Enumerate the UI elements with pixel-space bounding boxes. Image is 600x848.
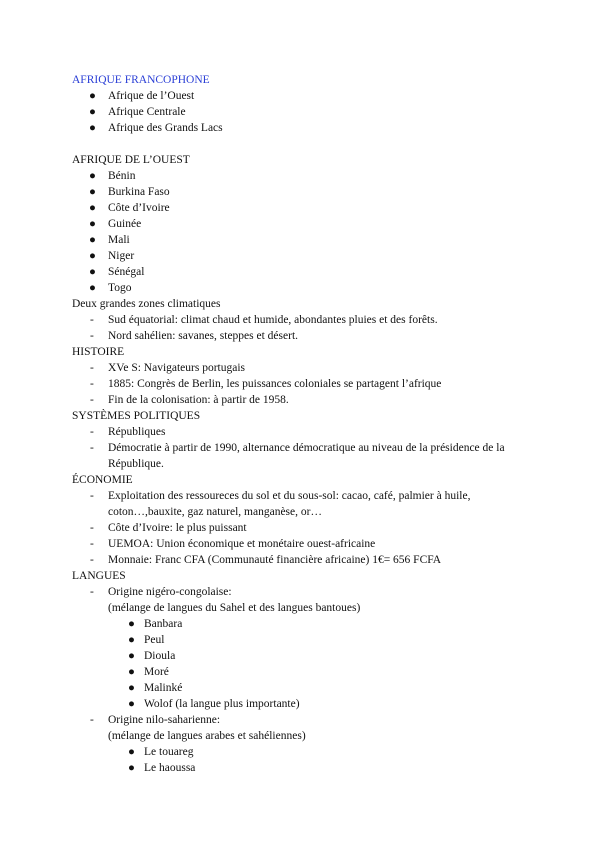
list-item: ● Côte d’Ivoire bbox=[89, 202, 170, 214]
list-item: - Démocratie à partir de 1990, alternance démocratique au niveau de la présidence de la République. bbox=[90, 442, 505, 470]
histoire-list bbox=[72, 360, 542, 408]
list-item: - Exploitation des ressoureces du sol et du sous-sol: cacao, café, palmier à huile, coton…,bauxite, gaz naturel, manganèse, or… bbox=[90, 490, 471, 518]
bullet-marker: ● bbox=[128, 746, 135, 758]
bullet-marker: ● bbox=[128, 650, 135, 662]
list-item: - Côte d’Ivoire: le plus puissant bbox=[90, 522, 247, 534]
dash-marker: - bbox=[90, 314, 94, 326]
list-item: ● Le touareg bbox=[128, 746, 194, 758]
blank-line bbox=[72, 136, 542, 152]
list-item: - Origine nigéro-congolaise: bbox=[90, 586, 232, 598]
country-list bbox=[72, 168, 542, 296]
list-item: ● Banbara bbox=[128, 618, 183, 630]
dash-marker: - bbox=[90, 442, 94, 454]
list-item: ● Burkina Faso bbox=[89, 186, 170, 198]
dash-marker: - bbox=[90, 538, 94, 550]
list-item: ● Moré bbox=[128, 666, 169, 678]
list-item: - Nord sahélien: savanes, steppes et désert. bbox=[90, 330, 299, 342]
dash-marker: - bbox=[90, 490, 94, 502]
francophone-heading: AFRIQUE FRANCOPHONE bbox=[72, 74, 210, 86]
group-note: (mélange de langues du Sahel et des langues bantoues) bbox=[108, 602, 361, 614]
bullet-marker: ● bbox=[89, 186, 96, 198]
bullet-marker: ● bbox=[89, 250, 96, 262]
politique-heading: SYSTÈMES POLITIQUES bbox=[72, 410, 201, 422]
economie-list bbox=[72, 488, 542, 568]
list-item: - UEMOA: Union économique et monétaire ouest-africaine bbox=[90, 538, 376, 550]
bullet-marker: ● bbox=[128, 762, 135, 774]
group-note: (mélange de langues arabes et sahéliennes) bbox=[108, 730, 306, 742]
ouest-heading: AFRIQUE DE L’OUEST bbox=[72, 154, 190, 166]
list-item: ● Mali bbox=[89, 234, 130, 246]
list-item: ● Le haoussa bbox=[128, 762, 196, 774]
bullet-marker: ● bbox=[128, 618, 135, 630]
bullet-marker: ● bbox=[128, 634, 135, 646]
bullet-marker: ● bbox=[128, 666, 135, 678]
climat-heading: Deux grandes zones climatiques bbox=[72, 298, 221, 310]
dash-marker: - bbox=[90, 330, 94, 342]
list-item: ● Sénégal bbox=[89, 266, 145, 278]
histoire-heading: HISTOIRE bbox=[72, 346, 125, 358]
bullet-marker: ● bbox=[89, 218, 96, 230]
bullet-marker: ● bbox=[89, 170, 96, 182]
list-item: ● Peul bbox=[128, 634, 165, 646]
bullet-marker: ● bbox=[89, 234, 96, 246]
dash-marker: - bbox=[90, 426, 94, 438]
dash-marker: - bbox=[90, 362, 94, 374]
bullet-marker: ● bbox=[89, 202, 96, 214]
list-item: ● Malinké bbox=[128, 682, 183, 694]
document-body bbox=[72, 72, 542, 776]
list-item: ● Niger bbox=[89, 250, 135, 262]
langues-list bbox=[72, 584, 542, 776]
dash-marker: - bbox=[90, 554, 94, 566]
economie-heading: ÉCONOMIE bbox=[72, 474, 133, 486]
list-item: - Monnaie: Franc CFA (Communauté financière africaine) 1€= 656 FCFA bbox=[90, 554, 442, 566]
list-item: ● Afrique de l’Ouest bbox=[89, 90, 195, 102]
dash-marker: - bbox=[90, 522, 94, 534]
langues-heading: LANGUES bbox=[72, 570, 126, 582]
bullet-marker: ● bbox=[128, 682, 135, 694]
dash-marker: - bbox=[90, 714, 94, 726]
list-item: ● Dioula bbox=[128, 650, 176, 662]
francophone-list bbox=[72, 88, 542, 136]
dash-marker: - bbox=[90, 378, 94, 390]
list-item: - 1885: Congrès de Berlin, les puissances coloniales se partagent l’afrique bbox=[90, 378, 442, 390]
list-item: ● Guinée bbox=[89, 218, 142, 230]
list-item: - Républiques bbox=[90, 426, 166, 438]
list-item: ● Afrique des Grands Lacs bbox=[89, 122, 223, 134]
politique-list bbox=[72, 424, 542, 472]
bullet-marker: ● bbox=[89, 266, 96, 278]
bullet-marker: ● bbox=[128, 698, 135, 710]
list-item: ● Bénin bbox=[89, 170, 136, 182]
list-item: - Origine nilo-saharienne: bbox=[90, 714, 221, 726]
list-item: - Fin de la colonisation: à partir de 1958. bbox=[90, 394, 289, 406]
list-item: ● Wolof (la langue plus importante) bbox=[128, 698, 300, 710]
dash-marker: - bbox=[90, 394, 94, 406]
list-item: - XVe S: Navigateurs portugais bbox=[90, 362, 246, 374]
bullet-marker: ● bbox=[89, 90, 96, 102]
list-item: - Sud équatorial: climat chaud et humide, abondantes pluies et des forêts. bbox=[90, 314, 438, 326]
list-item: ● Togo bbox=[89, 282, 132, 294]
climat-list bbox=[72, 312, 542, 344]
bullet-marker: ● bbox=[89, 282, 96, 294]
bullet-marker: ● bbox=[89, 106, 96, 118]
list-item: ● Afrique Centrale bbox=[89, 106, 186, 118]
bullet-marker: ● bbox=[89, 122, 96, 134]
dash-marker: - bbox=[90, 586, 94, 598]
